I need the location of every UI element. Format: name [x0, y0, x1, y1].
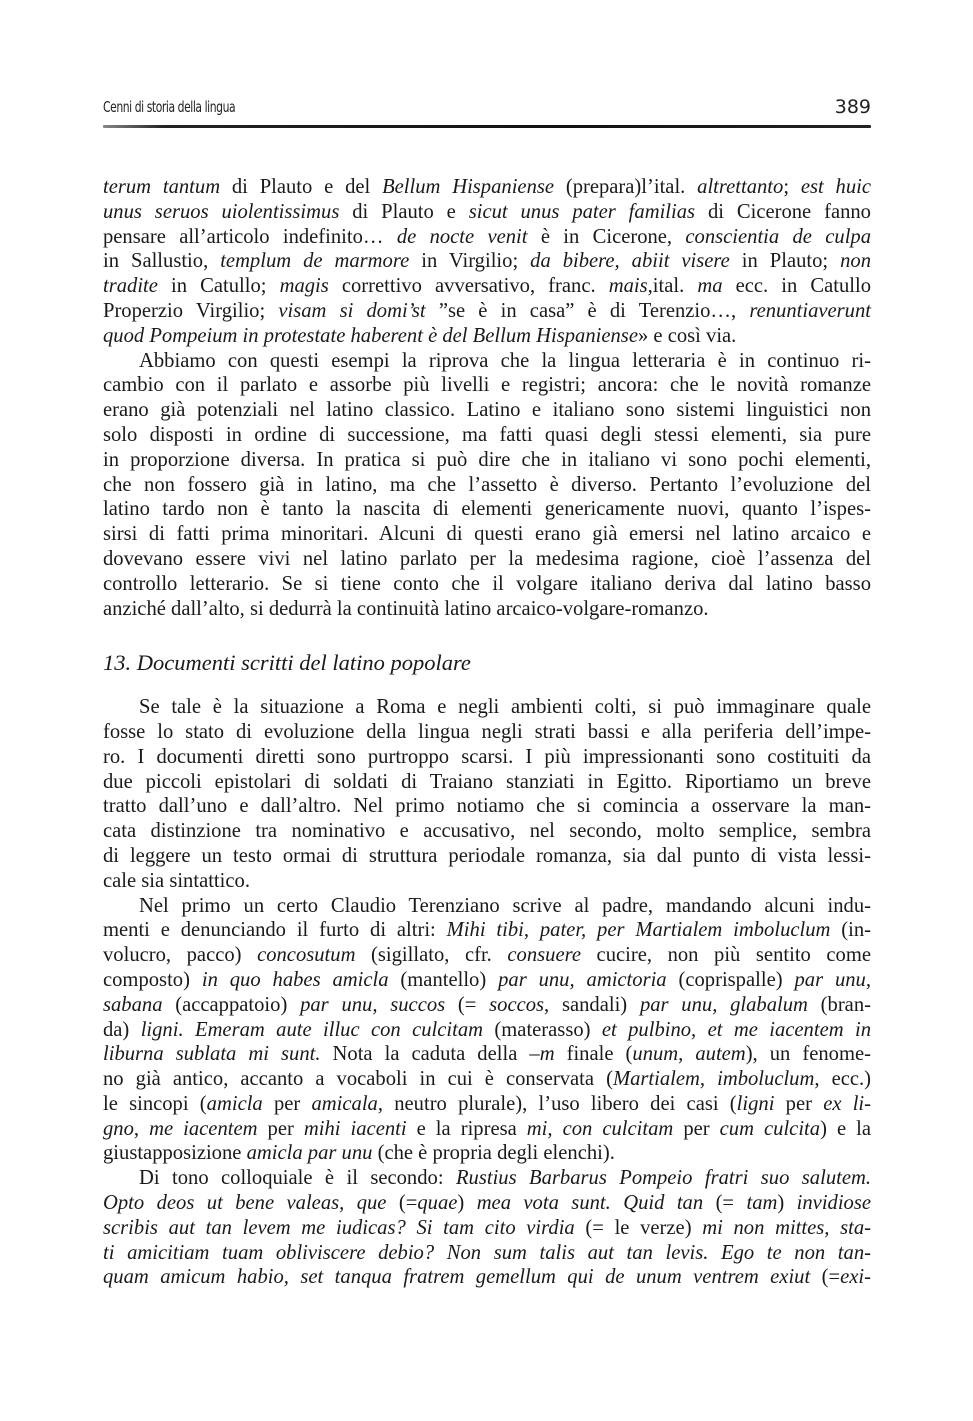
text-line	[103, 844, 871, 869]
text-line	[103, 398, 871, 423]
italic-run: unum, autem	[632, 1043, 746, 1066]
text-run: in Sallustio,	[103, 250, 221, 273]
italic-run: par unu,	[794, 968, 872, 991]
italic-run: par unu, succos	[300, 993, 446, 1016]
header-rule	[103, 125, 871, 128]
text-run: pensare all’articolo indefinito…	[103, 225, 397, 248]
italic-run: non	[840, 250, 871, 273]
text-run: per	[257, 1117, 304, 1140]
italic-run: cum culcita	[719, 1117, 821, 1140]
italic-run: sicut unus pater familias	[468, 200, 696, 223]
italic-run: Martialem, imboluclum	[612, 1068, 815, 1091]
text-line	[103, 200, 871, 225]
italic-run: in quo habes amicla	[201, 968, 389, 991]
italic-run: soccos,	[489, 993, 550, 1016]
italic-run: Mihi tibi, pater, per Martialem imboluclum	[446, 919, 831, 942]
text-run: sirsi di fatti prima minoritari. Alcuni di questi erano già emersi nel latino arcaico e	[103, 523, 871, 546]
text-run: ), un fenome-	[745, 1043, 871, 1066]
text-run: cambio con il parlato e assorbe più livelli e registri; ancora: che le novità romanze	[103, 374, 871, 397]
text-run: le sincopi (	[103, 1092, 207, 1115]
italic-run: invidiose	[796, 1192, 872, 1215]
italic-run: Opto deos ut bene valeas, que	[103, 1192, 387, 1215]
running-head: Cenni di storia della lingua	[103, 98, 236, 116]
text-line	[103, 349, 871, 374]
text-run: )	[457, 1192, 477, 1215]
text-line	[103, 448, 871, 473]
italic-run: m	[539, 1043, 555, 1066]
text-run: composto)	[103, 968, 202, 991]
italic-run: mi, con culcitam	[526, 1117, 674, 1140]
text-run: menti e denunciando il furto di altri:	[103, 919, 447, 942]
text-run: (coprispalle)	[666, 968, 795, 991]
text-run: , neutro plurale), l’uso libero dei casi (	[377, 1092, 737, 1115]
body-text	[103, 175, 871, 1290]
italic-run: mea vota sunt. Quid tan	[476, 1192, 704, 1215]
text-run: , ecc.)	[814, 1068, 871, 1091]
text-run: (bran-	[807, 993, 871, 1016]
text-run: ro. I documenti diretti sono purtroppo scarsi. I più impressionanti sono costituiti da	[103, 745, 871, 768]
text-run: (materasso)	[483, 1018, 602, 1041]
text-run: erano già potenziali nel latino classico. Latino e italiano sono sistemi linguistici non	[103, 399, 871, 422]
text-line	[103, 1067, 871, 1092]
italic-run: quod Pompeium in protestate haberent è del Bellum Hispaniense	[103, 324, 638, 347]
text-run: Se tale è la situazione a Roma e negli ambienti colti, si può immaginare quale	[139, 696, 871, 719]
paragraph	[103, 175, 871, 349]
text-run: (che è propria degli elenchi).	[372, 1142, 615, 1165]
text-run: cucire, non più sentito come	[580, 944, 871, 967]
text-run: di leggere un testo ormai di struttura periodale romanza, sia dal punto di vista lessi-	[103, 844, 871, 867]
text-run: (in-	[830, 919, 871, 942]
text-line	[103, 373, 871, 398]
text-run: (=	[445, 993, 490, 1016]
italic-run: et pulbino, et me iacentem in	[601, 1018, 871, 1041]
italic-run: quam amicum habio, set tanqua fratrem gemellum qui de unum ventrem exiut	[103, 1266, 811, 1289]
text-run: in Catullo;	[157, 275, 280, 298]
text-run: ;	[783, 176, 801, 198]
text-run: per	[262, 1092, 312, 1115]
text-line	[103, 869, 871, 894]
italic-run: de nocte venit	[396, 225, 528, 248]
text-line	[103, 1166, 871, 1191]
text-run: che non fossero già in latino, ma che l’assetto è diverso. Pertanto l’evoluzione del	[103, 473, 871, 496]
text-line	[103, 1092, 871, 1117]
text-line	[103, 473, 871, 498]
italic-run: visam si domi’st	[278, 299, 426, 322]
italic-run: mais	[608, 275, 648, 298]
italic-run: terum tantum	[103, 176, 221, 198]
text-run: anziché dall’alto, si dedurrà la continuità latino arcaico-volgare-romanzo.	[103, 597, 709, 620]
italic-run: consuere	[507, 944, 581, 967]
text-line	[103, 497, 871, 522]
text-line	[103, 968, 871, 993]
text-run: Nota la caduta della –	[320, 1043, 540, 1066]
italic-run: quae	[417, 1192, 458, 1215]
text-run: due piccoli epistolari di soldati di Traiano stanziati in Egitto. Riportiamo un breve	[103, 770, 871, 793]
italic-run: magis	[279, 275, 329, 298]
text-line	[103, 1216, 871, 1241]
text-line	[103, 225, 871, 250]
text-run: correttivo avversativo, franc.	[328, 275, 609, 298]
text-run: latino tardo non è tanto la nascita di elementi genericamente nuovi, quanto l’ispes-	[103, 498, 871, 521]
text-run: per	[673, 1117, 720, 1140]
paragraph	[103, 1166, 871, 1290]
italic-run: mihi iacenti	[303, 1117, 407, 1140]
text-line	[103, 745, 871, 770]
text-run: ,	[133, 1117, 150, 1140]
text-run: e la ripresa	[406, 1117, 527, 1140]
text-run: giustapposizione	[103, 1142, 247, 1165]
text-line	[103, 249, 871, 274]
text-line	[103, 522, 871, 547]
text-run: no già antico, accanto a vocaboli in cui è conservata (	[103, 1068, 613, 1091]
italic-run: tradite	[103, 275, 158, 298]
text-run: (= le verze)	[574, 1216, 703, 1239]
text-run: (sigillato, cfr.	[355, 944, 508, 967]
italic-run: ligni. Emeram aute illuc con culcitam	[140, 1018, 484, 1041]
italic-run: amicla par unu	[246, 1142, 373, 1165]
text-run: di Plauto e	[339, 200, 469, 223]
text-run: » e così via.	[637, 324, 737, 347]
text-run: tratto dall’uno e dall’altro. Nel primo notiamo che si comincia a osservare la man-	[103, 795, 871, 818]
text-line	[103, 547, 871, 572]
italic-run: Bellum Hispaniense	[382, 176, 555, 198]
text-run: cale sia sintattico.	[103, 869, 250, 892]
italic-run: amicla	[206, 1092, 263, 1115]
text-run: in Virgilio;	[409, 250, 531, 273]
text-line	[103, 943, 871, 968]
text-line	[103, 794, 871, 819]
text-run: solo disposti in ordine di successione, ma fatti quasi degli stessi elementi, sia pure	[103, 423, 871, 446]
text-run: per	[774, 1092, 824, 1115]
italic-run: ma	[697, 275, 723, 298]
text-run: Abbiamo con questi esempi la riprova che la lingua letteraria è in continuo ri-	[139, 349, 871, 372]
text-run: (accappatoio)	[162, 993, 301, 1016]
italic-run: altrettanto	[697, 176, 784, 198]
text-line	[103, 894, 871, 919]
paragraph	[103, 695, 871, 893]
italic-run: renuntiaverunt	[749, 299, 871, 322]
text-line	[103, 1042, 871, 1067]
text-run: Di tono colloquiale è il secondo:	[139, 1167, 456, 1190]
text-run: in Plauto;	[729, 250, 841, 273]
page-header	[103, 96, 871, 122]
text-run: (prepara)l’ital.	[554, 176, 698, 198]
text-line	[103, 572, 871, 597]
text-line	[103, 1241, 871, 1266]
italic-run: ligni	[736, 1092, 775, 1115]
text-run: in proporzione diversa. In pratica si può dire che in italiano vi sono pochi elementi,	[103, 448, 871, 471]
text-line	[103, 720, 871, 745]
italic-run: Rustius Barbarus Pompeio fratri suo salutem.	[455, 1167, 871, 1190]
text-line	[103, 597, 871, 622]
paragraph	[103, 349, 871, 622]
italic-run: da bibere, abiit visere	[530, 250, 730, 273]
italic-run: par unu, glabalum	[639, 993, 808, 1016]
text-run: sandali)	[549, 993, 640, 1016]
italic-run: conscientia de culpa	[685, 225, 872, 248]
text-run: (=	[703, 1192, 747, 1215]
text-line	[103, 819, 871, 844]
text-run: da)	[103, 1018, 141, 1041]
text-run: finale (	[554, 1043, 633, 1066]
italic-run: concosutum	[257, 944, 356, 967]
text-line	[103, 423, 871, 448]
text-run: (=	[810, 1266, 841, 1289]
italic-run: ti amicitiam tuam obliviscere debio? Non sum talis aut tan levis. Ego te non tan-	[103, 1241, 871, 1264]
text-run: cata distinzione tra nominativo e accusativo, nel secondo, molto semplice, sembra	[103, 820, 871, 843]
italic-run: gno	[103, 1117, 134, 1140]
text-run: (mantello)	[388, 968, 499, 991]
italic-run: amicala	[311, 1092, 378, 1115]
text-run: ,ital.	[647, 275, 698, 298]
text-run: )	[777, 1192, 797, 1215]
italic-run: mi non mittes, sta-	[702, 1216, 871, 1239]
text-line	[103, 993, 871, 1018]
italic-run: sabana	[103, 993, 163, 1016]
paragraph	[103, 894, 871, 1167]
text-run: di Plauto e del	[220, 176, 383, 198]
text-run: di Cicerone fanno	[695, 200, 871, 223]
text-run: ”se è in casa” è di Terenzio…,	[425, 299, 750, 322]
italic-run: par unu, amictoria	[498, 968, 667, 991]
page-number: 389	[834, 96, 871, 118]
text-line	[103, 1117, 871, 1142]
italic-run: unus seruos uiolentissimus	[103, 200, 340, 223]
text-line	[103, 918, 871, 943]
text-line	[103, 274, 871, 299]
italic-run: est huic	[800, 176, 872, 198]
text-line	[103, 1141, 871, 1166]
text-run: Properzio Virgilio;	[103, 299, 279, 322]
text-run: volucro, pacco)	[103, 944, 258, 967]
italic-run: liburna sublata mi sunt.	[103, 1043, 321, 1066]
italic-run: exi-	[840, 1266, 871, 1289]
text-line	[103, 175, 871, 200]
text-run: fosse lo stato di evoluzione della lingua negli strati bassi e alla periferia dell’impe-	[103, 720, 871, 743]
text-line	[103, 1265, 871, 1290]
text-line	[103, 324, 871, 349]
text-line	[103, 770, 871, 795]
text-run: Nel primo un certo Claudio Terenziano scrive al padre, mandando alcuni indu-	[139, 894, 871, 917]
text-line	[103, 1191, 871, 1216]
text-run: controllo letterario. Se si tiene conto che il volgare italiano deriva dal latino basso	[103, 572, 871, 595]
text-run: dovevano essere vivi nel latino parlato per la medesima ragione, cioè l’assenza del	[103, 547, 871, 570]
section-heading: 13. Documenti scritti del latino popolare	[103, 650, 471, 676]
italic-run: ex li-	[823, 1092, 872, 1115]
italic-run: templum de marmore	[220, 250, 410, 273]
text-run: ecc. in Catullo	[722, 275, 871, 298]
text-line	[103, 299, 871, 324]
text-run: è in Cicerone,	[527, 225, 686, 248]
text-run: (=	[386, 1192, 418, 1215]
italic-run: scribis aut tan levem me iudicas? Si tam cito virdia	[103, 1216, 575, 1239]
text-line	[103, 1018, 871, 1043]
italic-run: tam	[746, 1192, 778, 1215]
text-line	[103, 695, 871, 720]
text-run: ) e la	[820, 1117, 872, 1140]
italic-run: me iacentem	[149, 1117, 258, 1140]
